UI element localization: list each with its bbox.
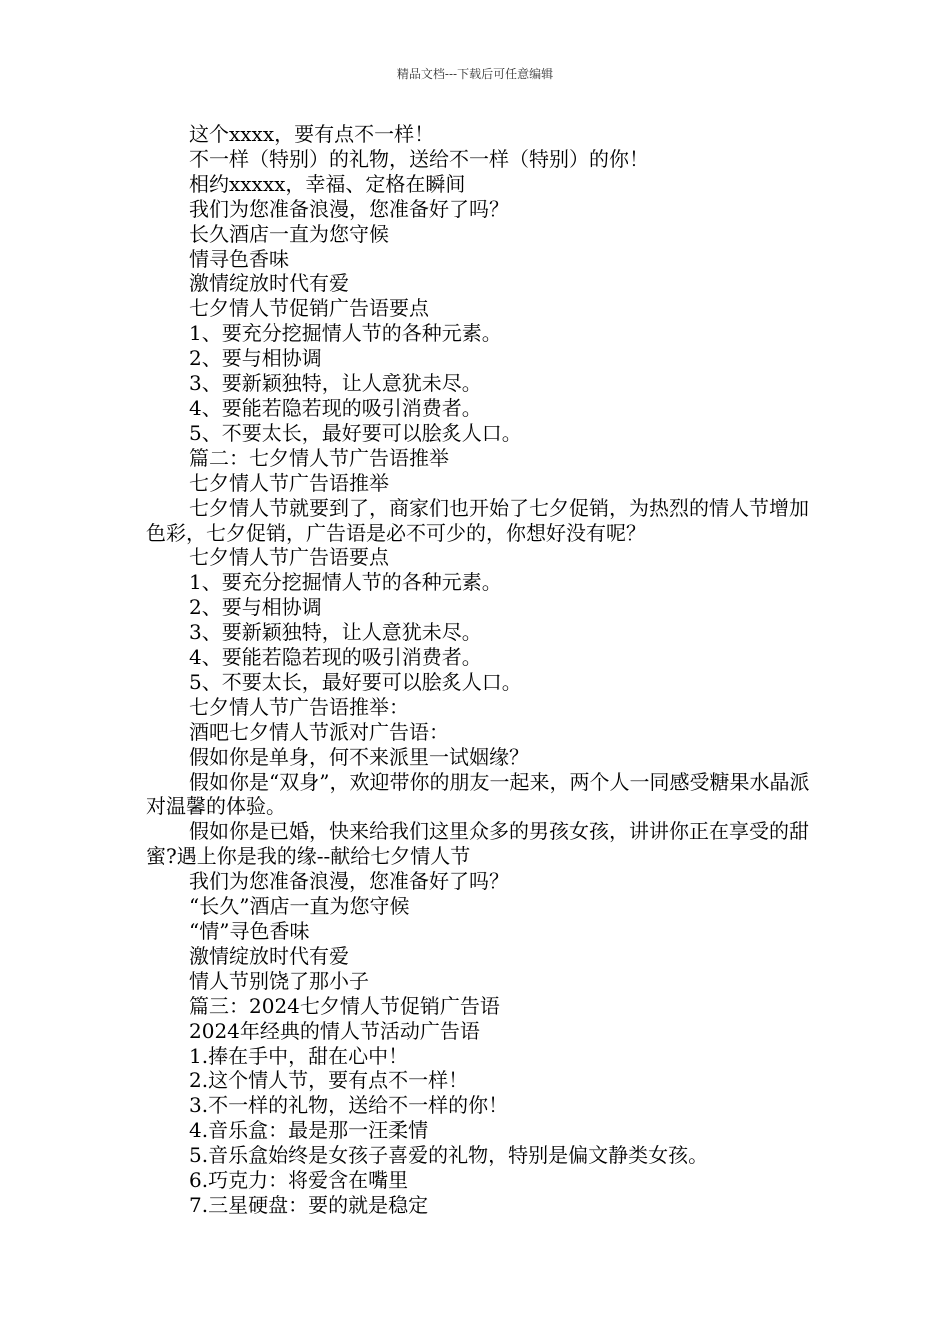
document-body bbox=[146, 122, 811, 1218]
paragraph: 假如你是“双身”，欢迎带你的朋友一起来，两个人一同感受糖果水晶派对温馨的体验。 bbox=[146, 769, 810, 819]
list-item: 1、要充分挖掘情人节的各种元素。 bbox=[189, 321, 502, 346]
text-line: 酒吧七夕情人节派对广告语： bbox=[189, 719, 449, 744]
list-item: 1.捧在手中，甜在心中！ bbox=[189, 1043, 409, 1068]
text-line: “长久”酒店一直为您守候 bbox=[189, 894, 410, 919]
list-item: 4.音乐盒：最是那一汪柔情 bbox=[189, 1118, 429, 1143]
section-heading: 篇三：2024七夕情人节促销广告语 bbox=[189, 993, 500, 1018]
text-line: 相约xxxxx，幸福、定格在瞬间 bbox=[189, 171, 466, 196]
text-line: “情”寻色香味 bbox=[189, 919, 310, 943]
section-heading: 七夕情人节广告语要点 bbox=[189, 545, 389, 570]
text-line: 激情绽放时代有爱 bbox=[189, 271, 349, 296]
list-item: 7.三星硬盘：要的就是稳定 bbox=[189, 1192, 429, 1217]
text-line: 情人节别饶了那小子 bbox=[189, 968, 369, 993]
list-item: 5.音乐盒始终是女孩子喜爱的礼物，特别是偏文静类女孩。 bbox=[189, 1143, 709, 1168]
text-line: 长久酒店一直为您守候 bbox=[189, 221, 389, 246]
text-line: 这个xxxx，要有点不一样！ bbox=[189, 122, 435, 146]
list-item: 3、要新颖独特，让人意犹未尽。 bbox=[189, 620, 482, 645]
page-header: 精品文档---下载后可任意编辑 bbox=[396, 67, 554, 81]
list-item: 2、要与相协调 bbox=[189, 595, 322, 620]
text-line: 激情绽放时代有爱 bbox=[189, 943, 349, 968]
paragraph: 七夕情人节就要到了，商家们也开始了七夕促销，为热烈的情人节增加色彩，七夕促销，广告语是必不可少的，你想好没有呢？ bbox=[146, 495, 809, 545]
section-heading: 七夕情人节广告语推举： bbox=[189, 694, 409, 719]
list-item: 5、不要太长，最好要可以脍炙人口。 bbox=[189, 669, 522, 694]
text-line: 我们为您准备浪漫，您准备好了吗？ bbox=[189, 196, 509, 221]
paragraph: 假如你是已婚，快来给我们这里众多的男孩女孩，讲讲你正在享受的甜蜜?遇上你是我的缘--献给七夕情人节 bbox=[146, 819, 809, 869]
list-item: 2、要与相协调 bbox=[189, 346, 322, 371]
list-item: 1、要充分挖掘情人节的各种元素。 bbox=[189, 570, 502, 595]
section-heading: 七夕情人节广告语推举 bbox=[189, 470, 389, 495]
section-heading: 篇二：七夕情人节广告语推举 bbox=[189, 445, 449, 470]
text-line: 不一样（特别）的礼物，送给不一样（特别）的你！ bbox=[189, 146, 649, 171]
section-heading: 七夕情人节促销广告语要点 bbox=[189, 296, 429, 321]
list-item: 3.不一样的礼物，送给不一样的你！ bbox=[189, 1093, 509, 1118]
text-line: 假如你是单身，何不来派里一试姻缘？ bbox=[189, 744, 529, 769]
text-line: 我们为您准备浪漫，您准备好了吗？ bbox=[189, 869, 509, 894]
text-line: 情寻色香味 bbox=[189, 246, 289, 271]
list-item: 3、要新颖独特，让人意犹未尽。 bbox=[189, 371, 482, 396]
section-heading: 2024年经典的情人节活动广告语 bbox=[189, 1018, 480, 1043]
list-item: 6.巧克力：将爱含在嘴里 bbox=[189, 1168, 409, 1193]
list-item: 2.这个情人节，要有点不一样！ bbox=[189, 1068, 469, 1093]
list-item: 4、要能若隐若现的吸引消费者。 bbox=[189, 395, 482, 420]
list-item: 5、不要太长，最好要可以脍炙人口。 bbox=[189, 420, 522, 445]
list-item: 4、要能若隐若现的吸引消费者。 bbox=[189, 645, 482, 670]
